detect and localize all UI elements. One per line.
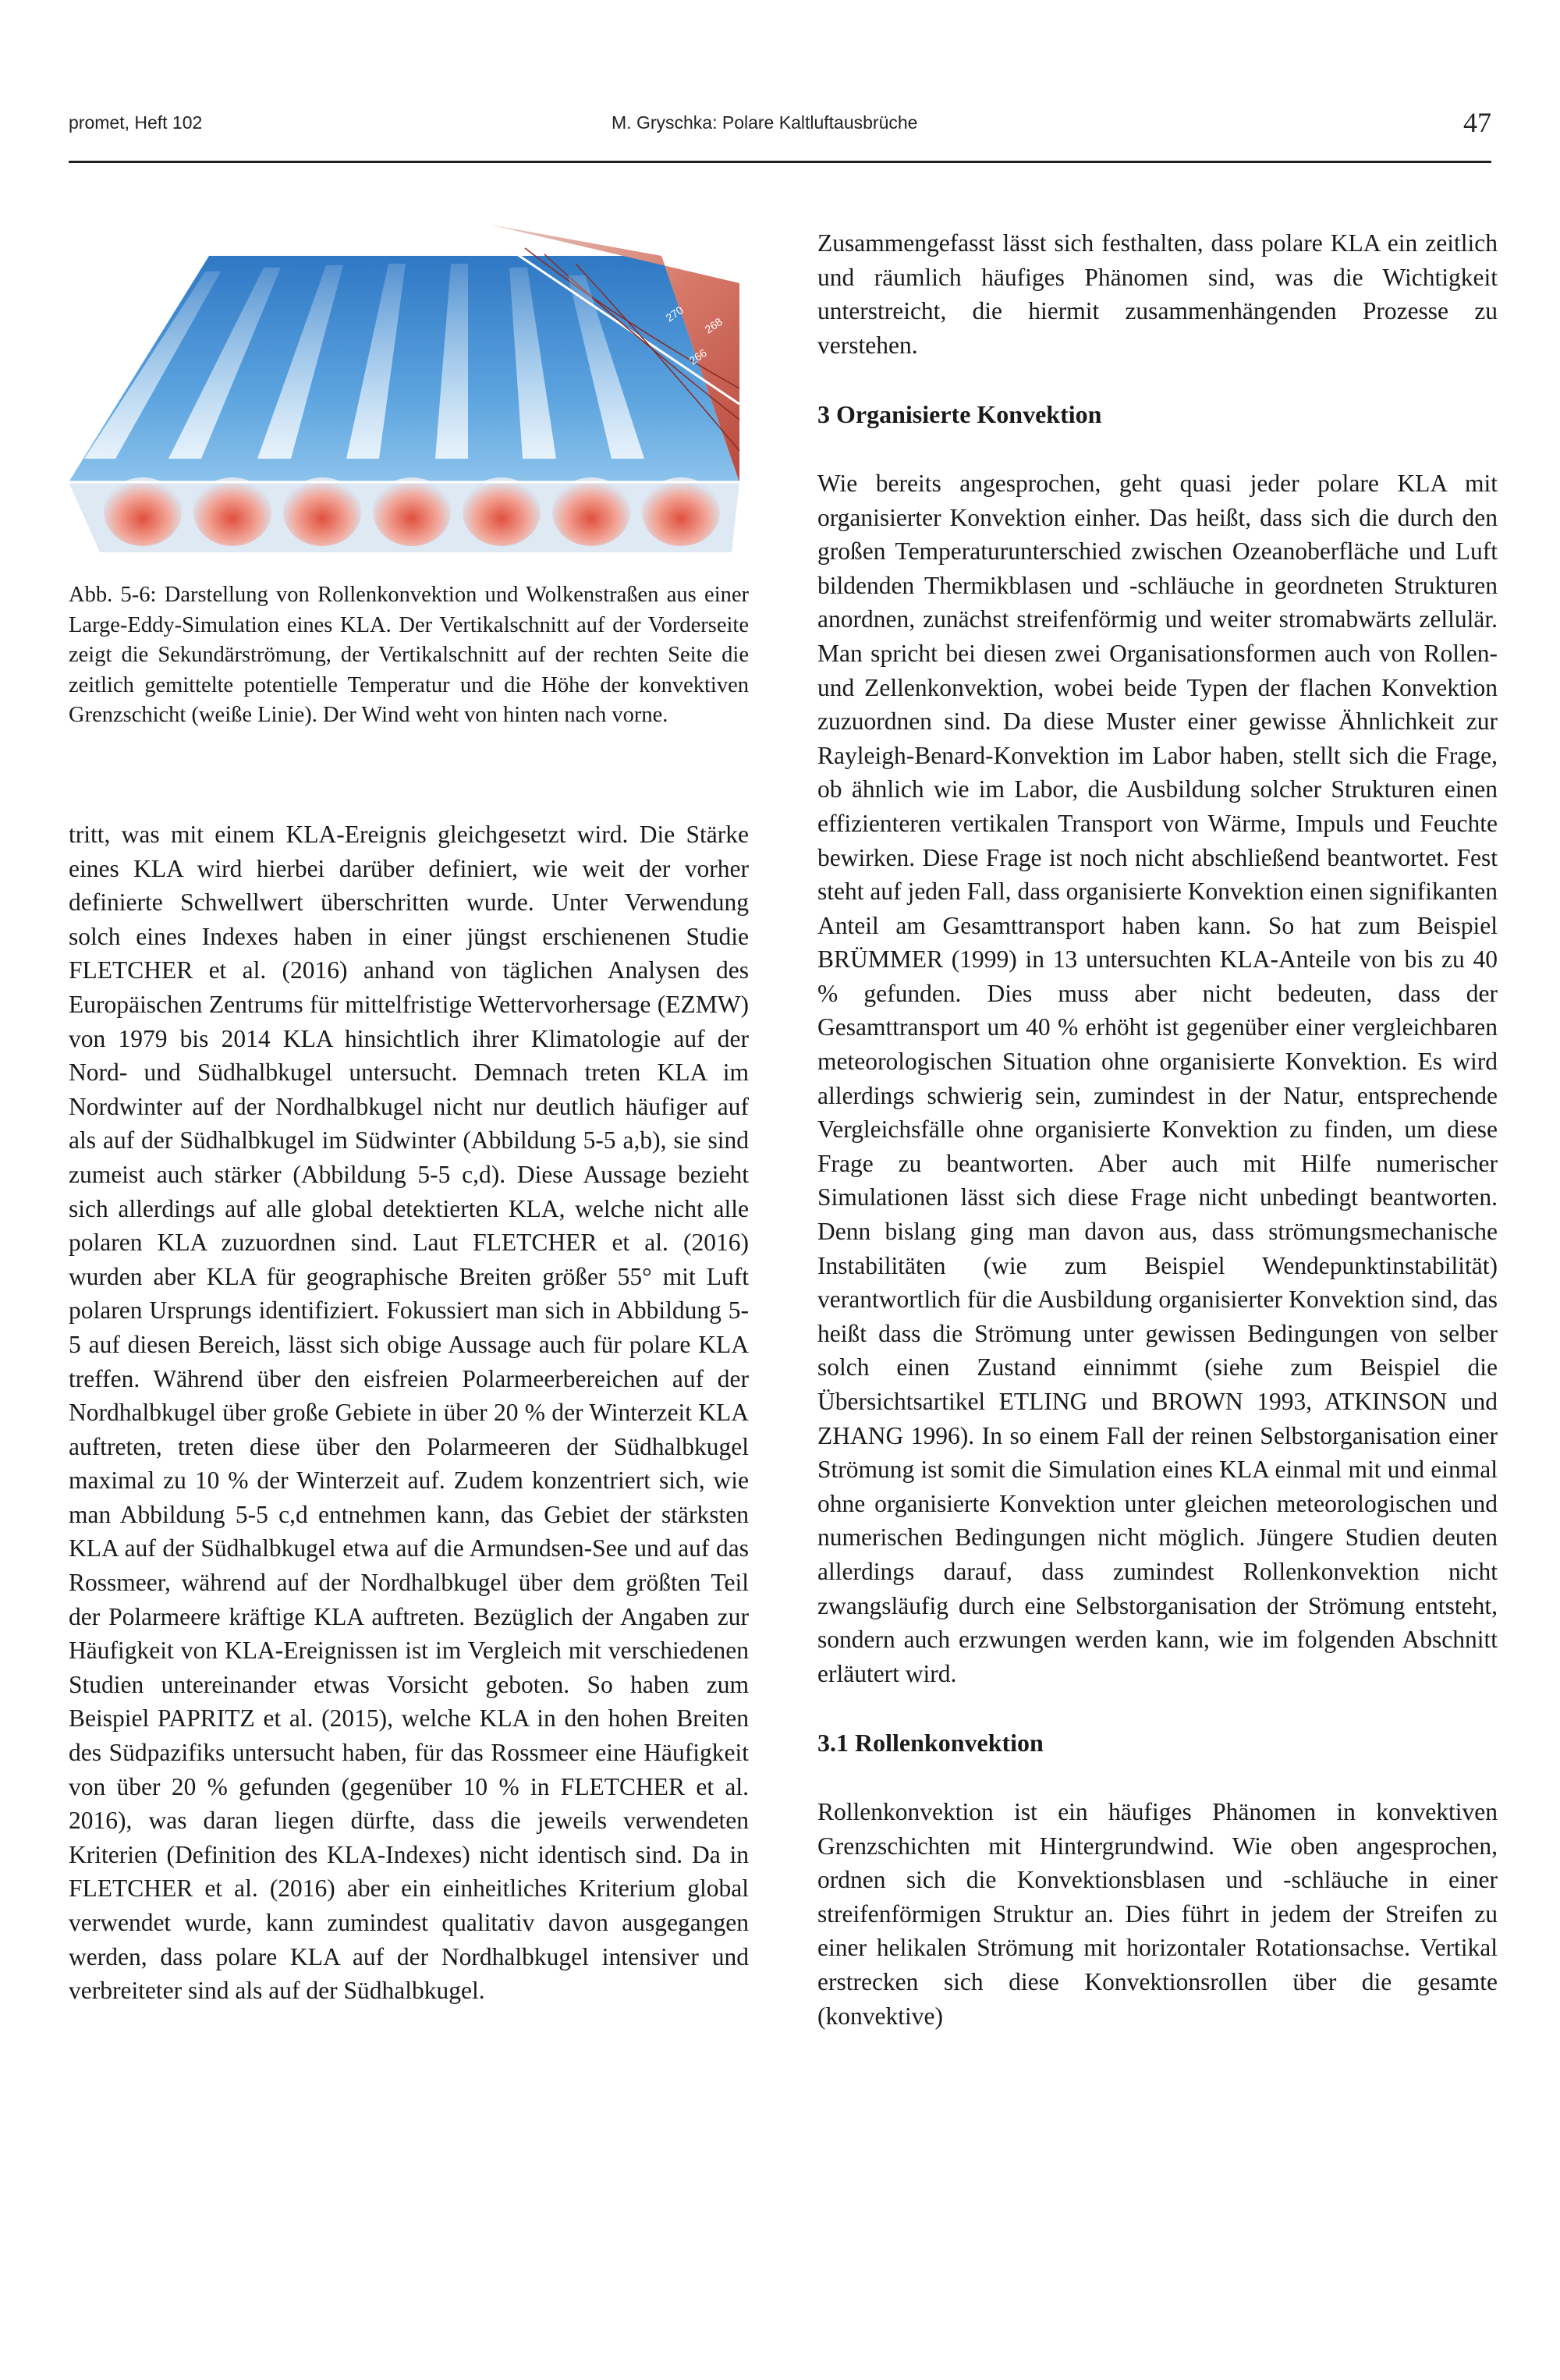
journal-issue: promet, Heft 102 <box>69 112 203 133</box>
convection-roll <box>552 477 630 546</box>
section-heading: 3 Organisierte Konvektion <box>817 400 1102 429</box>
contour-label: 268 <box>702 314 725 336</box>
les-figure <box>69 225 749 560</box>
body-paragraph: tritt, was mit einem KLA-Ereignis gleichgesetzt wird. Die Stärke eines KLA wird hierbei darüber definiert, wie weit der vorher definierte Schwellwert überschritten wurde. Unter Verwendung solch eines Indexes haben in einer jüngst erschienenen Studie FLETCHER et al. (2016) anhand von täglichen Analysen des Europäischen Zentrums für mittelfristige Wettervorhersage (EZMW) von 1979 bis 2014 KLA hinsichtlich ihrer Klimatologie auf der Nord- und Südhalbkugel untersucht. Demnach treten KLA im Nordwinter auf der Nordhalbkugel nicht nur deutlich häufiger auf als auf der Südhalbkugel im Südwinter (Abbildung 5-5 a,b), sie sind zumeist auch stärker (Abbildung 5-5 c,d). Diese Aussage bezieht sich allerdings auf alle global detektierten KLA, welche nicht alle polaren KLA zuzuordnen sind. Laut FLETCHER et al. (2016) wurden aber KLA für geographische Breiten größer 55° mit Luft polaren Ursprungs identifiziert. Fokussiert man sich in Abbildung 5-5 auf diesen Bereich, lässt sich obige Aussage auch für polare KLA treffen. Während über den eisfreien Polarmeerbereichen auf der Nordhalbkugel über große Gebiete in über 20 % der Winterzeit KLA auftreten, treten diese über den Polarmeeren der Südhalbkugel maximal zu 10 % der Winterzeit auf. Zudem konzentriert sich, wie man Abbildung 5-5 c,d entnehmen kann, das Gebiet der stärksten KLA auf der Südhalbkugel etwa auf die Armundsen-See und auf das Rossmeer, während auf der Nordhalbkugel über dem größten Teil der Polarmeere kräftige KLA auftreten. Bezüglich der Angaben zur Häufigkeit von KLA-Ereignissen ist im Vergleich mit verschiedenen Studien untereinander etwas Vorsicht geboten. So haben zum Beispiel PAPRITZ et al. (2015), welche KLA in den hohen Breiten des Südpazifiks untersucht haben, für das Rossmeer eine Häufigkeit von über 20 % gefunden (gegenüber 10 % in FLETCHER et al. 2016), was daran liegen dürfte, dass die jeweils verwendeten Kriterien (Definition des KLA-Indexes) nicht identisch sind. Da in FLETCHER et al. (2016) aber ein einheitliches Kriterium global verwendet wurde, kann zumindest qualitativ davon ausgegangen werden, dass polare KLA auf der Nordhalbkugel intensiver und verbreiteter sind als auf der Südhalbkugel. <box>69 821 749 2005</box>
convection-roll <box>463 477 541 546</box>
convection-roll <box>104 477 182 546</box>
convection-roll <box>283 477 361 546</box>
section-paragraph: Wie bereits angesprochen, geht quasi jeder polare KLA mit organisierter Konvektion einher. Das heißt, dass sich die durch den großen Temperaturunterschied zwischen Ozeanoberfläche und Luft bildenden Thermikblasen und -schläuche in geordneten Strukturen anordnen, zunächst streifenförmig und weiter stromabwärts zellulär. Man spricht bei diesen zwei Organisationsformen auch von Rollen- und Zellenkonvektion, wobei beide Typen der flachen Konvektion zuzuordnen sind. Da diese Muster einer gewisse Ähnlichkeit zur Rayleigh-Benard-Konvektion im Labor haben, stellt sich die Frage, ob ähnlich wie im Labor, die Ausbildung solcher Strukturen einen effizienteren vertikalen Transport von Wärme, Impuls und Feuchte bewirken. Diese Frage ist noch nicht abschließend beantwortet. Fest steht auf jeden Fall, dass organisierte Konvektion einen signifikanten Anteil am Gesamttransport haben kann. So hat zum Beispiel BRÜMMER (1999) in 13 untersuchten KLA-Anteile von bis zu 40 % gefunden. Dies muss aber nicht bedeuten, dass der Gesamttransport um 40 % erhöht ist gegenüber einer vergleichbaren meteorologischen Situation ohne organisierte Konvektion. Es wird allerdings schwierig sein, zumindest in der Natur, entsprechende Vergleichsfälle ohne organisierte Konvektion zu finden, um diese Frage zu beantworten. Aber auch mit Hilfe numerischer Simulationen lässt sich diese Frage nicht unbedingt beantworten. Denn bislang ging man davon aus, dass strömungsmechanische Instabilitäten (wie zum Beispiel Wendepunktinstabilität) verantwortlich für die Ausbildung organisierter Konvektion sind, das heißt dass die Strömung unter gewissen Bedingungen von selber solch einen Zustand einnimmt (siehe zum Beispiel die Übersichtsartikel ETLING und BROWN 1993, ATKINSON und ZHANG 1996). In so einem Fall der reinen Selbstorganisation einer Strömung ist somit die Simulation eines KLA einmal mit und einmal ohne organisierte Konvektion unter gleichen meteorologischen und numerischen Bedingungen nicht möglich. Jüngere Studien deuten allerdings darauf, dass zumindest Rollenkonvektion nicht zwangsläufig durch eine Selbstorganisation der Strömung entsteht, sondern auch erzwungen werden kann, wie im folgenden Abschnitt erläutert wird. <box>817 469 1498 1687</box>
subsection-heading: 3.1 Rollenkonvektion <box>817 1729 1044 1758</box>
page-number: 47 <box>1463 107 1491 138</box>
convection-roll <box>193 477 271 546</box>
les-render-illustration <box>69 225 749 560</box>
convection-roll <box>373 477 451 546</box>
page-header <box>69 100 1491 162</box>
contour-label: 270 <box>663 303 686 325</box>
header-rule <box>69 161 1491 163</box>
convection-roll <box>642 477 720 546</box>
subsection-paragraph: Rollenkonvektion ist ein häufiges Phänomen in konvektiven Grenzschichten mit Hintergrundwind. Wie oben angesprochen, ordnen sich die Konvektionsblasen und -schläuche in einer streifenförmigen Struktur an. Dies führt in jedem der Streifen zu einer helikalen Strömung mit horizontaler Rotationsachse. Vertikal erstrecken sich diese Konvektionsrollen über die gesamte (konvektive) <box>817 1797 1498 2030</box>
figure-caption: Abb. 5-6: Darstellung von Rollenkonvektion und Wolkenstraßen aus einer Large-Eddy-Simulation eines KLA. Der Vertikalschnitt auf der Vorderseite zeigt die Sekundärströmung, der Vertikalschnitt auf der rechten Seite die zeitlich gemittelte potentielle Temperatur und die Höhe der konvektiven Grenzschicht (weiße Linie). Der Wind weht von hinten nach vorne. <box>69 583 749 727</box>
running-title: M. Gryschka: Polare Kaltluftausbrüche <box>612 112 918 133</box>
contour-label: 266 <box>686 346 709 367</box>
left-column <box>69 818 749 2008</box>
right-column <box>817 226 1498 2033</box>
intro-paragraph: Zusammengefasst lässt sich festhalten, dass polare KLA ein zeitlich und räumlich häufiges Phänomen sind, was die Wichtigkeit unterstreicht, die hiermit zusammenhängenden Prozesse zu verstehen. <box>817 229 1498 359</box>
